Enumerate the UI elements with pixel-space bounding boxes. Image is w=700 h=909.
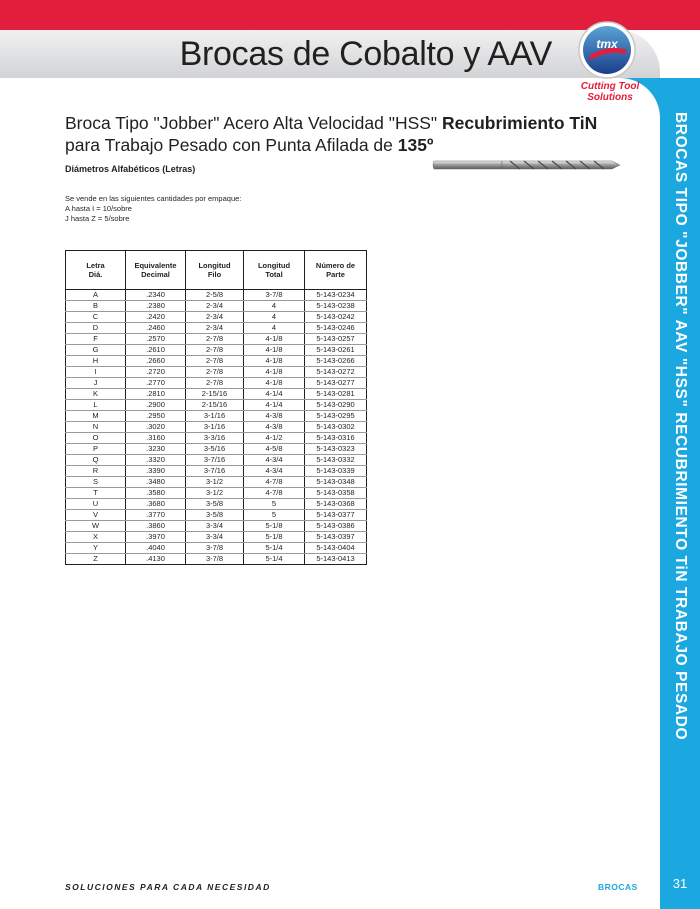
heading-part1: Broca Tipo "Jobber" Acero Alta Velocidad "HSS" (65, 113, 438, 133)
table-row (66, 521, 367, 532)
table-body (66, 290, 367, 565)
cell-letter: R (66, 466, 126, 477)
cell-decimal: .3860 (126, 521, 186, 532)
cell-part-number: 5-143-0404 (305, 543, 367, 554)
cell-decimal: .2420 (126, 312, 186, 323)
cell-total-length: 5 (244, 499, 305, 510)
table-row (66, 477, 367, 488)
cell-flute-length: 3-1/2 (186, 488, 244, 499)
cell-decimal: .2660 (126, 356, 186, 367)
cell-part-number: 5-143-0277 (305, 378, 367, 389)
cell-part-number: 5-143-0266 (305, 356, 367, 367)
cell-total-length: 4-1/8 (244, 334, 305, 345)
cell-letter: Q (66, 455, 126, 466)
table-row (66, 301, 367, 312)
cell-decimal: .3320 (126, 455, 186, 466)
cell-letter: C (66, 312, 126, 323)
cell-flute-length: 3-1/16 (186, 411, 244, 422)
cell-part-number: 5-143-0386 (305, 521, 367, 532)
table-row (66, 400, 367, 411)
cell-part-number: 5-143-0290 (305, 400, 367, 411)
cell-part-number: 5-143-0316 (305, 433, 367, 444)
cell-letter: I (66, 367, 126, 378)
cell-flute-length: 2-15/16 (186, 400, 244, 411)
cell-decimal: .2460 (126, 323, 186, 334)
cell-part-number: 5-143-0397 (305, 532, 367, 543)
cell-part-number: 5-143-0348 (305, 477, 367, 488)
table-row (66, 466, 367, 477)
cell-part-number: 5-143-0257 (305, 334, 367, 345)
cell-letter: W (66, 521, 126, 532)
cell-decimal: .3160 (126, 433, 186, 444)
cell-flute-length: 3-3/4 (186, 532, 244, 543)
cell-flute-length: 2-7/8 (186, 367, 244, 378)
cell-flute-length: 2-3/4 (186, 312, 244, 323)
cell-letter: Y (66, 543, 126, 554)
brand-tagline (566, 81, 654, 103)
cell-letter: T (66, 488, 126, 499)
cell-total-length: 5-1/4 (244, 554, 305, 565)
cell-total-length: 4-1/4 (244, 400, 305, 411)
cell-decimal: .3770 (126, 510, 186, 521)
header-letter: Letra Diá. (66, 251, 126, 290)
cell-total-length: 4 (244, 301, 305, 312)
table-row (66, 433, 367, 444)
header-decimal: Equivalente Decimal (126, 251, 186, 290)
cell-decimal: .3580 (126, 488, 186, 499)
cell-part-number: 5-143-0302 (305, 422, 367, 433)
cell-flute-length: 2-3/4 (186, 301, 244, 312)
cell-flute-length: 3-1/2 (186, 477, 244, 488)
table-row (66, 455, 367, 466)
note-line: J hasta Z = 5/sobre (65, 214, 130, 223)
table-row (66, 290, 367, 301)
page-number: 31 (672, 876, 688, 891)
cell-decimal: .4130 (126, 554, 186, 565)
cell-letter: G (66, 345, 126, 356)
note-line: Se vende en las siguientes cantidades por empaque: (65, 194, 242, 203)
page-title: Brocas de Cobalto y AAV (179, 35, 552, 73)
cell-letter: Z (66, 554, 126, 565)
heading-bold2: 135º (397, 135, 434, 155)
cell-letter: V (66, 510, 126, 521)
cell-letter: B (66, 301, 126, 312)
cell-part-number: 5-143-0377 (305, 510, 367, 521)
table-row (66, 532, 367, 543)
cell-total-length: 4-5/8 (244, 444, 305, 455)
cell-total-length: 4-7/8 (244, 477, 305, 488)
product-subheading: Diámetros Alfabéticos (Letras) (65, 164, 196, 174)
cell-total-length: 4-1/8 (244, 378, 305, 389)
cell-part-number: 5-143-0368 (305, 499, 367, 510)
cell-total-length: 3-7/8 (244, 290, 305, 301)
cell-letter: A (66, 290, 126, 301)
table-row (66, 554, 367, 565)
table-row (66, 345, 367, 356)
brand-tagline-line1: Cutting Tool (580, 81, 640, 92)
cell-total-length: 4-3/4 (244, 466, 305, 477)
cell-flute-length: 2-5/8 (186, 290, 244, 301)
cell-flute-length: 3-5/16 (186, 444, 244, 455)
cell-total-length: 4-1/2 (244, 433, 305, 444)
cell-total-length: 4 (244, 323, 305, 334)
table-row (66, 488, 367, 499)
cell-decimal: .3020 (126, 422, 186, 433)
cell-part-number: 5-143-0272 (305, 367, 367, 378)
note-line: A hasta I = 10/sobre (65, 204, 132, 213)
brand-logo (577, 20, 637, 80)
cell-decimal: .3480 (126, 477, 186, 488)
cell-total-length: 4-1/8 (244, 367, 305, 378)
cell-part-number: 5-143-0238 (305, 301, 367, 312)
table-row (66, 499, 367, 510)
table-row (66, 543, 367, 554)
cell-flute-length: 3-7/16 (186, 466, 244, 477)
cell-total-length: 5-1/4 (244, 543, 305, 554)
cell-total-length: 4-1/8 (244, 356, 305, 367)
cell-part-number: 5-143-0246 (305, 323, 367, 334)
cell-letter: O (66, 433, 126, 444)
cell-total-length: 4-7/8 (244, 488, 305, 499)
cell-flute-length: 3-7/16 (186, 455, 244, 466)
cell-total-length: 5-1/8 (244, 532, 305, 543)
heading-bold1: Recubrimiento TiN (442, 113, 598, 133)
cell-letter: F (66, 334, 126, 345)
table-row (66, 389, 367, 400)
cell-letter: P (66, 444, 126, 455)
table-row (66, 422, 367, 433)
cell-part-number: 5-143-0261 (305, 345, 367, 356)
cell-decimal: .2380 (126, 301, 186, 312)
table-row (66, 444, 367, 455)
cell-part-number: 5-143-0413 (305, 554, 367, 565)
logo-badge-icon (577, 20, 637, 80)
cell-flute-length: 2-15/16 (186, 389, 244, 400)
cell-letter: S (66, 477, 126, 488)
table-row (66, 367, 367, 378)
cell-flute-length: 3-7/8 (186, 543, 244, 554)
side-band-title: BROCAS TIPO "JOBBER" AAV "HSS" RECUBRIMIENTO TiN TRABAJO PESADO (672, 112, 689, 741)
cell-total-length: 5-1/8 (244, 521, 305, 532)
cell-letter: X (66, 532, 126, 543)
packaging-notes (65, 194, 241, 224)
cell-total-length: 4 (244, 312, 305, 323)
cell-letter: K (66, 389, 126, 400)
table-row (66, 334, 367, 345)
brand-tagline-line2: Solutions (587, 92, 633, 103)
cell-letter: J (66, 378, 126, 389)
cell-letter: M (66, 411, 126, 422)
cell-decimal: .2770 (126, 378, 186, 389)
spec-table (65, 250, 367, 565)
cell-part-number: 5-143-0358 (305, 488, 367, 499)
cell-flute-length: 2-7/8 (186, 334, 244, 345)
footer-section: BROCAS (598, 882, 638, 892)
cell-total-length: 4-1/8 (244, 345, 305, 356)
cell-total-length: 4-3/8 (244, 411, 305, 422)
table-row (66, 323, 367, 334)
table-row (66, 411, 367, 422)
heading-part2: para Trabajo Pesado con Punta Afilada de (65, 135, 393, 155)
cell-letter: U (66, 499, 126, 510)
cell-part-number: 5-143-0332 (305, 455, 367, 466)
cell-decimal: .3970 (126, 532, 186, 543)
logo-text: tmx (596, 37, 618, 51)
header-total-length: Longitud Total (244, 251, 305, 290)
cell-total-length: 4-3/8 (244, 422, 305, 433)
cell-decimal: .3680 (126, 499, 186, 510)
cell-part-number: 5-143-0234 (305, 290, 367, 301)
cell-flute-length: 3-5/8 (186, 499, 244, 510)
cell-flute-length: 3-3/16 (186, 433, 244, 444)
cell-flute-length: 3-3/4 (186, 521, 244, 532)
cell-decimal: .3230 (126, 444, 186, 455)
drill-bit-image (432, 150, 622, 180)
cell-flute-length: 3-5/8 (186, 510, 244, 521)
cell-flute-length: 2-7/8 (186, 378, 244, 389)
cell-flute-length: 2-7/8 (186, 345, 244, 356)
cell-decimal: .2720 (126, 367, 186, 378)
cell-flute-length: 2-3/4 (186, 323, 244, 334)
cell-letter: D (66, 323, 126, 334)
cell-decimal: .3390 (126, 466, 186, 477)
cell-part-number: 5-143-0295 (305, 411, 367, 422)
table-header-row (66, 251, 367, 290)
table-row (66, 510, 367, 521)
cell-decimal: .2900 (126, 400, 186, 411)
cell-letter: L (66, 400, 126, 411)
cell-total-length: 5 (244, 510, 305, 521)
cell-flute-length: 3-7/8 (186, 554, 244, 565)
cell-decimal: .2950 (126, 411, 186, 422)
cell-letter: H (66, 356, 126, 367)
cell-decimal: .2570 (126, 334, 186, 345)
cell-total-length: 4-3/4 (244, 455, 305, 466)
cell-flute-length: 2-7/8 (186, 356, 244, 367)
cell-total-length: 4-1/4 (244, 389, 305, 400)
header-flute-length: Longitud Filo (186, 251, 244, 290)
cell-decimal: .4040 (126, 543, 186, 554)
header-part-number: Número de Parte (305, 251, 367, 290)
table-row (66, 312, 367, 323)
cell-letter: N (66, 422, 126, 433)
cell-flute-length: 3-1/16 (186, 422, 244, 433)
cell-part-number: 5-143-0323 (305, 444, 367, 455)
cell-decimal: .2610 (126, 345, 186, 356)
table-row (66, 378, 367, 389)
table-row (66, 356, 367, 367)
cell-decimal: .2810 (126, 389, 186, 400)
cell-part-number: 5-143-0339 (305, 466, 367, 477)
cell-part-number: 5-143-0242 (305, 312, 367, 323)
cell-decimal: .2340 (126, 290, 186, 301)
cell-part-number: 5-143-0281 (305, 389, 367, 400)
footer-slogan: SOLUCIONES PARA CADA NECESIDAD (65, 882, 271, 892)
